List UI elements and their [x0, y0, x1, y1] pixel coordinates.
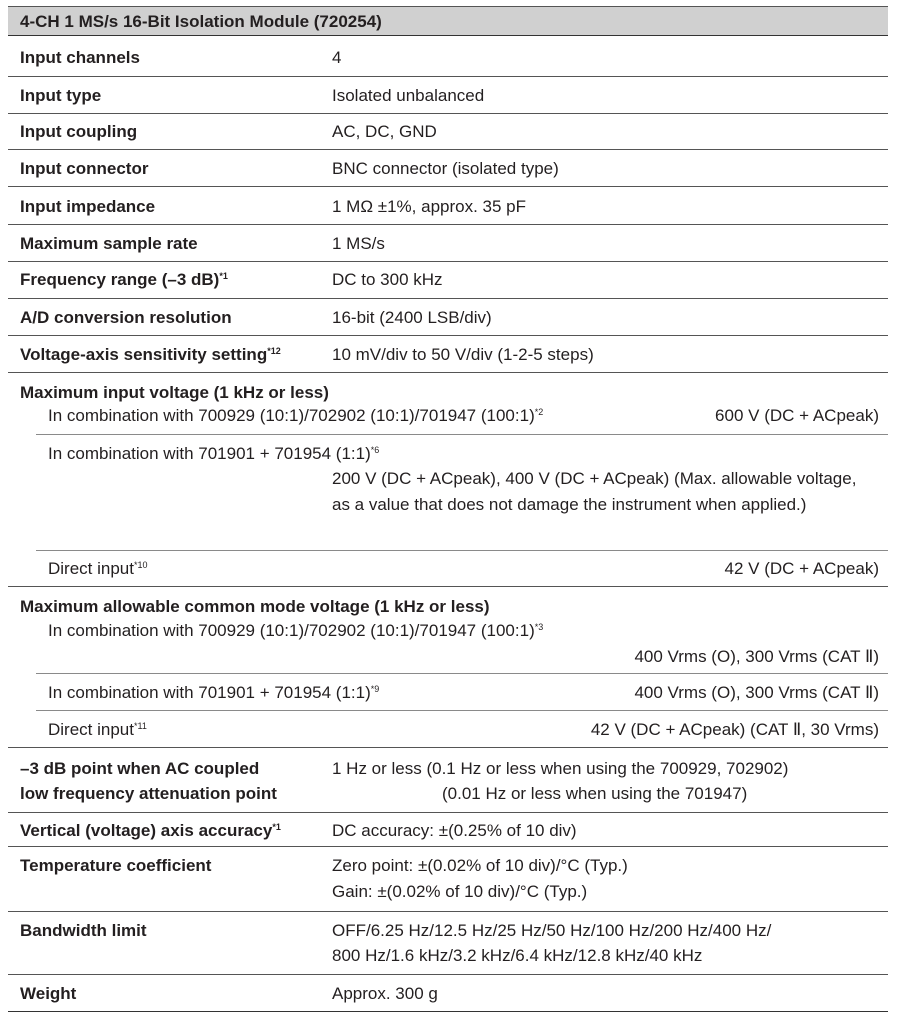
footnote-ref: *1 [219, 271, 228, 281]
label-common-mode-sub2: In combination with 701901 + 701954 (1:1)$^{*9}$ [48, 683, 380, 702]
subrow-divider [36, 673, 888, 674]
value-ad-resolution: 16-bit (2400 LSB/div) [332, 308, 492, 327]
label-input-impedance: Input impedance [20, 197, 156, 216]
row-divider [8, 76, 888, 77]
footnote-ref: *11 [133, 721, 147, 731]
label-ac-coupled-line1: –3 dB point when AC coupled [20, 759, 260, 778]
row-divider [8, 974, 888, 975]
row-divider [8, 812, 888, 813]
label-max-input-sub3: Direct input$^{*10}$ [48, 559, 148, 578]
row-divider [8, 186, 888, 187]
label-weight: Weight [20, 984, 77, 1003]
label-input-coupling: Input coupling [20, 122, 138, 141]
value-weight: Approx. 300 g [332, 984, 438, 1003]
label-max-input-sub1: In combination with 700929 (10:1)/702902 (10:1)/701947 (100:1)$^{*2}$ [48, 406, 544, 425]
label-ad-resolution: A/D conversion resolution [20, 308, 232, 327]
label-max-input-sub2: In combination with 701901 + 701954 (1:1)$^{*6}$ [48, 444, 380, 463]
row-divider [8, 911, 888, 912]
label-max-input-voltage: Maximum input voltage (1 kHz or less) [20, 383, 329, 402]
footnote-ref: *10 [133, 560, 148, 570]
label-input-channels: Input channels [20, 48, 140, 67]
value-max-input-sub1: 600 V (DC + ACpeak) [715, 406, 879, 425]
label-common-mode-sub1: In combination with 700929 (10:1)/702902 (10:1)/701947 (100:1)$^{*3}$ [48, 621, 544, 640]
value-common-mode-sub3: 42 V (DC + ACpeak) (CAT Ⅱ, 30 Vrms) [590, 720, 879, 739]
value-common-mode-sub2: 400 Vrms (O), 300 Vrms (CAT Ⅱ) [634, 683, 879, 702]
label-max-common-mode: Maximum allowable common mode voltage (1 kHz or less) [20, 597, 490, 616]
row-divider [8, 372, 888, 373]
row-divider [8, 261, 888, 262]
value-bandwidth-line2: 800 Hz/1.6 kHz/3.2 kHz/6.4 kHz/12.8 kHz/40 kHz [332, 946, 703, 965]
value-input-connector: BNC connector (isolated type) [332, 159, 559, 178]
footnote-ref: *1 [272, 822, 281, 832]
table-bottom-rule [8, 1011, 888, 1012]
value-input-channels: 4 [332, 48, 342, 67]
value-temperature-line2: Gain: ±(0.02% of 10 div)/°C (Typ.) [332, 882, 588, 901]
footnote-ref: *2 [534, 407, 544, 417]
label-common-mode-sub3: Direct input$^{*11}$ [48, 720, 147, 739]
label-vertical-accuracy: Vertical (voltage) axis accuracy$^{*1}$ [20, 821, 281, 840]
label-ac-coupled-line2: low frequency attenuation point [20, 784, 277, 803]
table-header [8, 6, 888, 36]
label-max-sample-rate: Maximum sample rate [20, 234, 198, 253]
subrow-divider [36, 550, 888, 551]
value-input-impedance: 1 MΩ ±1%, approx. 35 pF [332, 197, 527, 216]
value-ac-coupled-line2: (0.01 Hz or less when using the 701947) [442, 784, 748, 803]
value-ac-coupled-line1: 1 Hz or less (0.1 Hz or less when using the 700929, 702902) [332, 759, 789, 778]
table-title: 4-CH 1 MS/s 16-Bit Isolation Module (720254) [20, 12, 382, 31]
value-temperature-line1: Zero point: ±(0.02% of 10 div)/°C (Typ.) [332, 856, 628, 875]
value-bandwidth-line1: OFF/6.25 Hz/12.5 Hz/25 Hz/50 Hz/100 Hz/200 Hz/400 Hz/ [332, 921, 772, 940]
label-input-type: Input type [20, 86, 102, 105]
value-input-coupling: AC, DC, GND [332, 122, 437, 141]
footnote-ref: *6 [370, 445, 380, 455]
footnote-ref: *12 [267, 346, 281, 356]
label-voltage-sensitivity: Voltage-axis sensitivity setting$^{*12}$ [20, 345, 281, 364]
value-frequency-range: DC to 300 kHz [332, 270, 443, 289]
row-divider [8, 298, 888, 299]
row-divider [8, 149, 888, 150]
label-bandwidth-limit: Bandwidth limit [20, 921, 147, 940]
row-divider [8, 747, 888, 748]
row-divider [8, 113, 888, 114]
row-divider [8, 846, 888, 847]
subrow-divider [36, 710, 888, 711]
value-voltage-sensitivity: 10 mV/div to 50 V/div (1-2-5 steps) [332, 345, 594, 364]
value-max-sample-rate: 1 MS/s [332, 234, 385, 253]
footnote-ref: *3 [534, 622, 544, 632]
row-divider [8, 586, 888, 587]
value-max-input-sub2: 200 V (DC + ACpeak), 400 V (DC + ACpeak) (Max. allowable voltage, as a value that does not damage the instrument when applied.) [332, 469, 857, 514]
footnote-ref: *9 [370, 684, 380, 694]
row-divider [8, 335, 888, 336]
value-max-input-sub3: 42 V (DC + ACpeak) [724, 559, 879, 578]
row-divider [8, 224, 888, 225]
label-input-connector: Input connector [20, 159, 149, 178]
value-input-type: Isolated unbalanced [332, 86, 485, 105]
value-vertical-accuracy: DC accuracy: ±(0.25% of 10 div) [332, 821, 577, 840]
subrow-divider [36, 434, 888, 435]
value-common-mode-sub1: 400 Vrms (O), 300 Vrms (CAT Ⅱ) [634, 647, 879, 666]
label-frequency-range: Frequency range (–3 dB)$^{*1}$ [20, 270, 228, 289]
label-temperature-coefficient: Temperature coefficient [20, 856, 212, 875]
